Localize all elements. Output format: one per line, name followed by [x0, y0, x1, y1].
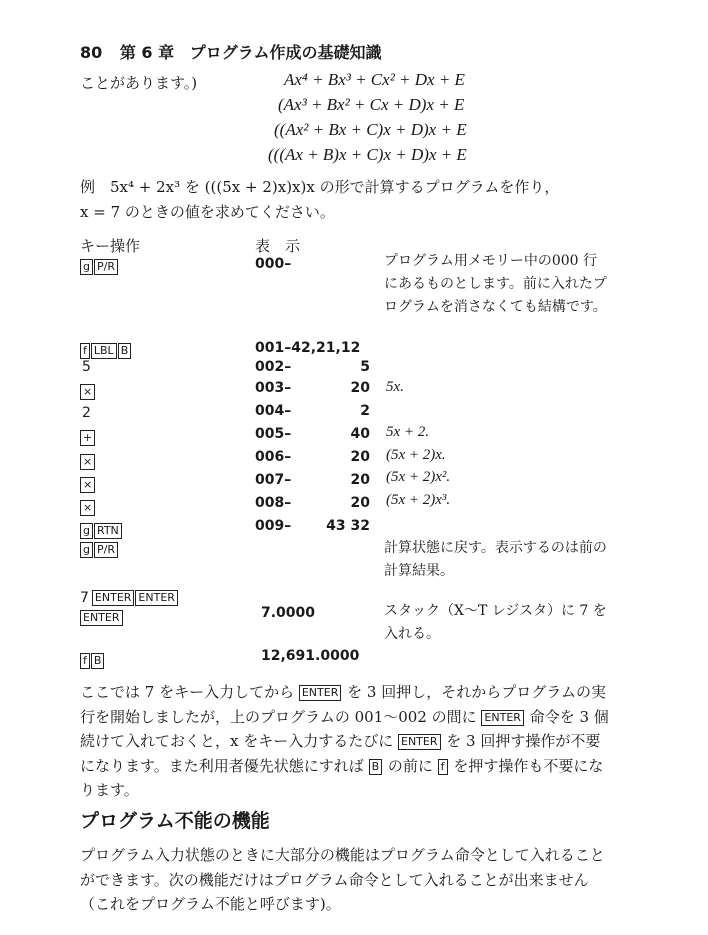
key-g: g — [80, 259, 93, 275]
equation-1: Ax⁴ + Bx³ + Cx² + Dx + E — [284, 70, 465, 89]
display-value: 005– — [255, 426, 292, 442]
paragraph-text: を 3 回押す操作が不要になります。また利用者優先状態にすれば — [80, 732, 601, 775]
inline-key-enter: ENTER — [398, 734, 441, 750]
inline-key-b: B — [369, 759, 383, 775]
key-multiply: × — [80, 454, 95, 470]
intro-text: ことがあります。) — [80, 74, 198, 92]
chapter-title: プログラム作成の基礎知識 — [189, 43, 382, 62]
paragraph-text: 命令を 3 個続けて入れておくと，x をキー入力するたびに — [80, 707, 609, 750]
row-note: (5x + 2)x³. — [386, 492, 451, 508]
row-note: 計算状態に戻す。表示するのは前の計算結果。 — [384, 540, 607, 579]
row-note: (5x + 2)x². — [386, 469, 451, 485]
row-note: 5x + 2. — [386, 424, 430, 440]
key-sequence — [80, 539, 119, 558]
key-sequence — [80, 607, 124, 626]
key-rtn: RTN — [94, 523, 122, 539]
key-p-r: P/R — [94, 259, 118, 275]
display-value: 008– — [255, 495, 292, 511]
display-value: 12,691.0000 — [261, 648, 360, 664]
section-heading: プログラム不能の機能 — [80, 810, 270, 832]
key-multiply: × — [80, 384, 95, 400]
display-code: 5 — [360, 359, 370, 375]
key-f: f — [80, 653, 90, 669]
key-7: 7 — [80, 590, 89, 606]
display-code: 2 — [360, 403, 370, 419]
explanation-paragraph — [80, 680, 615, 803]
key-sequence — [80, 381, 96, 400]
key-sequence — [80, 474, 96, 493]
display-code: 20 — [350, 495, 370, 511]
key-g: g — [80, 542, 93, 558]
key-sequence — [80, 587, 179, 606]
row-note: スタック（X～T レジスタ）に 7 を入れる。 — [384, 603, 607, 642]
key-sequence — [80, 520, 123, 539]
display-code: 43 32 — [326, 518, 370, 534]
key-sequence — [80, 427, 96, 446]
inline-key-enter: ENTER — [481, 710, 524, 726]
key-lbl: LBL — [91, 343, 117, 359]
equation-3: ((Ax² + Bx + C)x + D)x + E — [274, 120, 467, 139]
display-value: 001–42,21,12 — [255, 340, 361, 356]
key-sequence — [80, 256, 119, 275]
equation-2: (Ax³ + Bx² + Cx + D)x + E — [278, 95, 465, 114]
key-f: f — [80, 343, 90, 359]
col-header-keys: キー操作 — [80, 237, 141, 255]
paragraph-text: ここでは 7 をキー入力してから — [80, 683, 299, 701]
key-multiply: × — [80, 477, 95, 493]
chapter-label: 第 6 章 — [119, 43, 175, 62]
row-note: プログラム用メモリー中の000 行にあるものとします。前に入れたプログラムを消さなくても結構です。 — [384, 253, 607, 315]
page-header — [80, 40, 382, 63]
key-2: 2 — [82, 405, 91, 421]
display-value: 009– — [255, 518, 292, 534]
inline-key-f: f — [438, 759, 448, 775]
key-5: 5 — [82, 359, 91, 375]
row-note: (5x + 2)x. — [386, 447, 446, 463]
key-sequence — [80, 650, 105, 669]
display-code: 20 — [350, 472, 370, 488]
section-paragraph: プログラム入力状態のときに大部分の機能はプログラム命令として入れることができます。次の機能だけはプログラム命令として入れることが出来ません（これをプログラム不能と呼びます)。 — [80, 846, 605, 913]
display-value: 000– — [255, 256, 292, 272]
key-plus: + — [80, 430, 95, 446]
key-b: B — [91, 653, 105, 669]
page-number: 80 — [80, 43, 103, 62]
key-multiply: × — [80, 500, 95, 516]
display-value: 7.0000 — [261, 605, 316, 621]
paragraph-text: を押す操作も不要になります。 — [80, 756, 604, 799]
key-sequence — [80, 340, 132, 359]
display-code: 20 — [350, 449, 370, 465]
col-header-display: 表 示 — [255, 237, 301, 255]
display-value: 006– — [255, 449, 292, 465]
row-note: 5x. — [386, 379, 404, 395]
display-value: 002– — [255, 359, 292, 375]
key-sequence — [80, 497, 96, 516]
paragraph-text: の前に — [383, 756, 438, 775]
example-line-2: x = 7 のときの値を求めてください。 — [80, 203, 335, 221]
paragraph-text: を 3 回押し，それからプログラムの実行を開始しましたが，上のプログラムの 001～002 の間に — [80, 683, 607, 726]
key-enter: ENTER — [80, 610, 123, 626]
key-g: g — [80, 523, 93, 539]
key-sequence — [80, 451, 96, 470]
display-value: 004– — [255, 403, 292, 419]
key-b: B — [118, 343, 132, 359]
example-line-1: 例 5x⁴ + 2x³ を (((5x + 2)x)x)x の形で計算するプログラムを作り， — [80, 178, 560, 196]
display-value: 003– — [255, 380, 292, 396]
display-value: 007– — [255, 472, 292, 488]
display-code: 40 — [350, 426, 370, 442]
display-code: 20 — [350, 380, 370, 396]
key-p-r: P/R — [94, 542, 118, 558]
key-enter: ENTER — [135, 590, 178, 606]
key-enter: ENTER — [92, 590, 135, 606]
inline-key-enter: ENTER — [299, 685, 342, 701]
equation-4: (((Ax + B)x + C)x + D)x + E — [268, 145, 467, 164]
